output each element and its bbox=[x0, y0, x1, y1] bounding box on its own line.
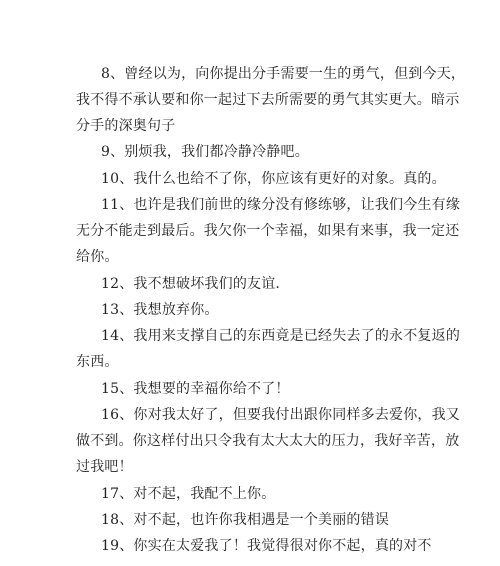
text-line: 17、对不起，我配不上你。 bbox=[101, 486, 276, 502]
text-line: 分手的深奥句子 bbox=[76, 118, 176, 134]
text-line: 19、你实在太爱我了！我觉得很对你不起，真的对不 bbox=[101, 538, 432, 554]
text-line: 13、我想放弃你。 bbox=[101, 302, 219, 318]
text-line: 16、你对我太好了，但要我付出跟你同样多去爱你，我又 bbox=[101, 407, 461, 423]
text-line: 15、我想要的幸福你给不了！ bbox=[101, 381, 290, 397]
text-line: 8、曾经以为，向你提出分手需要一生的勇气，但到今天， bbox=[101, 66, 466, 82]
text-line: 12、我不想破坏我们的友谊. bbox=[101, 276, 281, 292]
text-line: 做不到。你这样付出只令我有太大太大的压力，我好辛苦，放 bbox=[76, 433, 460, 449]
text-line: 11、也许是我们前世的缘分没有修练够，让我们今生有缘 bbox=[101, 197, 461, 213]
text-line: 东西。 bbox=[76, 354, 119, 370]
text-line: 9、别烦我，我们都冷静冷静吧。 bbox=[101, 144, 309, 160]
text-line: 10、我什么也给不了你，你应该有更好的对象。真的。 bbox=[101, 171, 446, 187]
text-line: 我不得不承认要和你一起过下去所需要的勇气其实更大。暗示 bbox=[76, 92, 460, 108]
text-line: 过我吧！ bbox=[76, 459, 133, 475]
text-line: 无分不能走到最后。我欠你一个幸福，如果有来事，我一定还 bbox=[76, 223, 460, 239]
text-line: 14、我用来支撑自己的东西竟是已经失去了的永不复返的 bbox=[101, 328, 461, 344]
text-line: 给你。 bbox=[76, 249, 119, 265]
text-line: 18、对不起，也许你我相遇是一个美丽的错误 bbox=[101, 512, 390, 528]
